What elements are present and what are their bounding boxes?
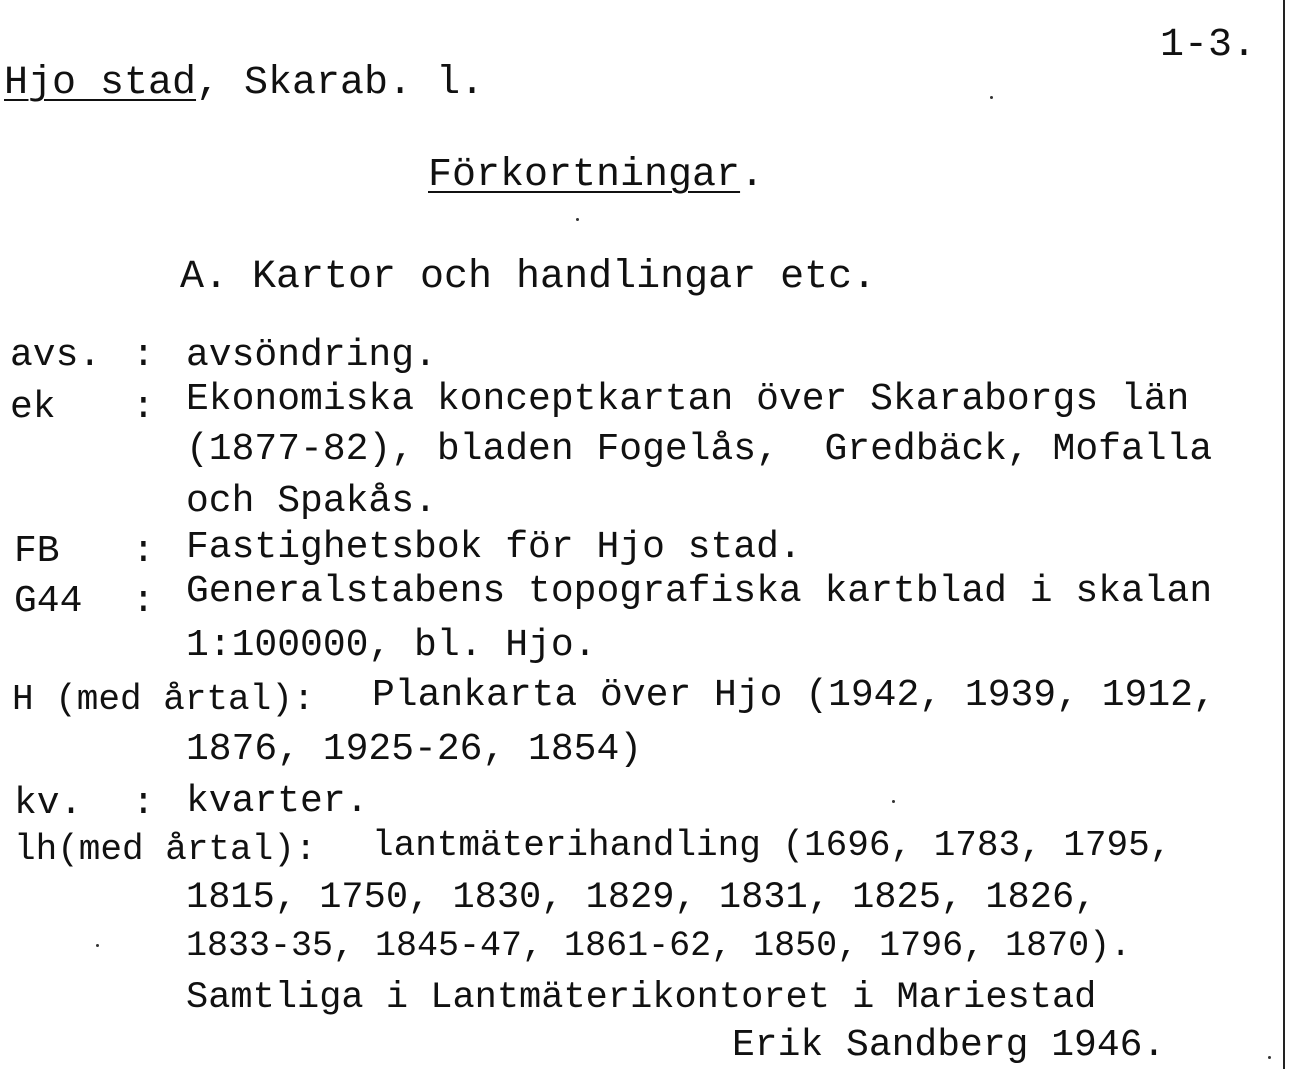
entry-desc-lh-line3: 1833-35, 1845-47, 1861-62, 1850, 1796, 1870).	[186, 926, 1132, 966]
entry-key-h: H (med årtal):	[12, 679, 315, 720]
scan-speck	[892, 800, 895, 803]
entry-key-ek: ek	[10, 386, 56, 429]
entry-desc-ek-line3: och Spakås.	[186, 480, 437, 523]
card-right-edge	[1283, 0, 1285, 1069]
entry-desc-lh-line1: lantmäterihandling (1696, 1783, 1795,	[372, 825, 1172, 866]
entry-colon: :	[132, 386, 155, 429]
scan-speck	[1268, 1056, 1271, 1059]
entry-colon: :	[132, 334, 155, 377]
entry-desc-fb: Fastighetsbok för Hjo stad.	[186, 526, 802, 569]
entry-colon: :	[132, 580, 155, 623]
county-name: , Skarab. l.	[196, 61, 485, 106]
entry-key-g44: G44	[14, 580, 83, 623]
page-title-line	[428, 152, 764, 200]
entry-desc-lh-line4: Samtliga i Lantmäterikontoret i Mariestad	[186, 977, 1097, 1019]
page-title: Förkortningar	[428, 153, 741, 198]
scan-speck	[96, 944, 99, 947]
entry-colon: :	[132, 782, 155, 825]
entry-desc-h-line1: Plankarta över Hjo (1942, 1939, 1912,	[372, 674, 1216, 717]
entry-desc-avs: avsöndring.	[186, 334, 437, 377]
title-period: .	[740, 153, 765, 198]
entry-key-avs: avs.	[10, 334, 102, 377]
entry-desc-ek-line2: (1877-82), bladen Fogelås, Gredbäck, Mofalla	[186, 428, 1213, 471]
scan-speck	[990, 96, 993, 99]
entry-key-kv: kv.	[14, 782, 83, 825]
entry-desc-h-line2: 1876, 1925-26, 1854)	[186, 728, 643, 771]
scan-speck	[576, 218, 579, 221]
entry-desc-kv: kvarter.	[186, 780, 369, 823]
entry-desc-lh-line2: 1815, 1750, 1830, 1829, 1831, 1825, 1826,	[186, 877, 1097, 919]
entry-key-lh: lh(med årtal):	[14, 829, 317, 870]
entry-desc-g44-line2: 1:100000, bl. Hjo.	[186, 624, 597, 667]
card-number: 1-3.	[1160, 23, 1257, 68]
entry-desc-ek-line1: Ekonomiska konceptkartan över Skaraborgs län	[186, 378, 1190, 421]
place-name: Hjo stad	[4, 61, 197, 106]
entry-colon: :	[132, 530, 155, 573]
entry-desc-g44-line1: Generalstabens topografiska kartblad i skalan	[186, 570, 1213, 613]
entry-key-fb: FB	[14, 530, 60, 573]
signature: Erik Sandberg 1946.	[732, 1024, 1166, 1067]
section-heading: A. Kartor och handlingar etc.	[180, 255, 877, 300]
header-line	[4, 60, 484, 108]
